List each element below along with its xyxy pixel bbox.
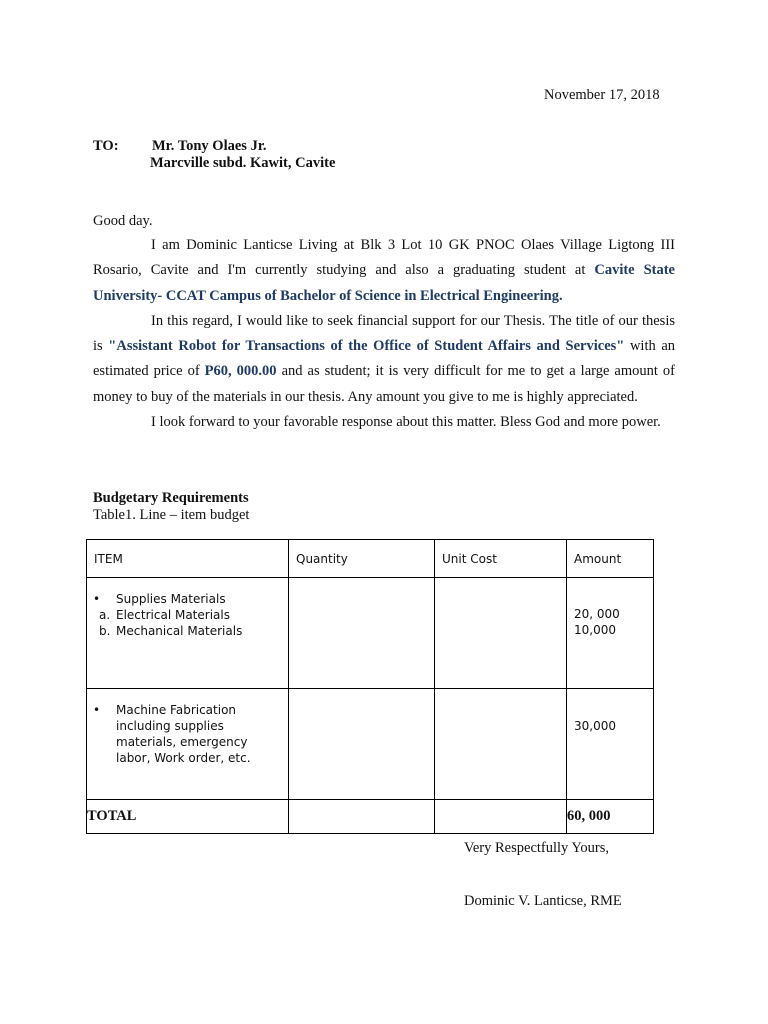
header-amount: Amount <box>567 540 654 578</box>
sub-item-mechanical <box>93 623 280 639</box>
paragraph-request <box>93 309 675 410</box>
table-caption: Table1. Line – item budget <box>93 507 250 523</box>
table-total-row <box>87 800 654 834</box>
sub-item-electrical <box>93 607 280 623</box>
sub-item-text: Electrical Materials <box>116 608 230 622</box>
budget-table <box>86 539 654 834</box>
header-quantity: Quantity <box>289 540 435 578</box>
thesis-title: "Assistant Robot for Transactions of the Office of Student Affairs and Services" <box>108 338 625 355</box>
table-header-row <box>87 540 654 578</box>
sub-item-label: b. <box>99 624 111 638</box>
quantity-cell <box>289 689 435 800</box>
closing-line: Very Respectfully Yours, <box>464 840 609 856</box>
recipient-address: Marcville subd. Kawit, Cavite <box>150 155 336 171</box>
sub-item-label: a. <box>99 608 111 622</box>
to-label: TO: <box>93 138 119 154</box>
amount-mechanical: 10,000 <box>574 623 616 637</box>
item-cell-supplies <box>87 578 289 689</box>
request-text-c: and as student; it is very difficult for me to get a large amount of money to buy of the materials in our thesis. Any amount you give to me is highly appreciated. <box>93 363 675 405</box>
quantity-cell <box>289 800 435 834</box>
amount-cell-fabrication <box>567 689 654 800</box>
total-label: TOTAL <box>87 800 289 834</box>
amount-cell-supplies <box>567 578 654 689</box>
amount-fabrication: 30,000 <box>574 719 616 733</box>
total-amount: 60, 000 <box>567 800 654 834</box>
table-row <box>87 578 654 689</box>
paragraph-intro <box>93 233 675 309</box>
list-item <box>93 591 280 607</box>
letter-date: November 17, 2018 <box>544 87 660 103</box>
sub-item-text: Mechanical Materials <box>116 624 243 638</box>
unit-cost-cell <box>435 689 567 800</box>
bullet-icon: • <box>93 592 101 606</box>
header-item: ITEM <box>87 540 289 578</box>
request-text-b: with an estimated price of <box>93 338 676 380</box>
table-row <box>87 689 654 800</box>
item-cell-fabrication <box>87 689 289 800</box>
budget-title: Budgetary Requirements <box>93 490 249 506</box>
recipient-name: Mr. Tony Olaes Jr. <box>152 138 267 154</box>
item-fabrication-label: Machine Fabrication including supplies materials, emergency labor, Work order, etc. <box>116 703 251 765</box>
estimated-price: P60, 000.00 <box>204 363 277 380</box>
letter-body <box>93 233 675 435</box>
school-name: Cavite State University- CCAT Campus of Bachelor of Science in Electrical Engineering. <box>93 262 675 304</box>
amount-electrical: 20, 000 <box>574 607 620 621</box>
quantity-cell <box>289 578 435 689</box>
bullet-icon: • <box>93 703 101 717</box>
unit-cost-cell <box>435 578 567 689</box>
request-text-a: In this regard, I would like to seek financial support for our Thesis. The title of our thesis is <box>93 312 675 355</box>
paragraph-closing: I look forward to your favorable response about this matter. Bless God and more power. <box>151 414 661 431</box>
item-supplies-label: Supplies Materials <box>116 592 226 606</box>
list-item <box>93 702 280 766</box>
greeting: Good day. <box>93 213 153 229</box>
unit-cost-cell <box>435 800 567 834</box>
intro-text: I am Dominic Lanticse Living at Blk 3 Lot 10 GK PNOC Olaes Village Ligtong III Rosario, Cavite and I'm currently studying and also a graduating student at <box>93 237 675 279</box>
signature: Dominic V. Lanticse, RME <box>464 893 622 909</box>
header-unit-cost: Unit Cost <box>435 540 567 578</box>
